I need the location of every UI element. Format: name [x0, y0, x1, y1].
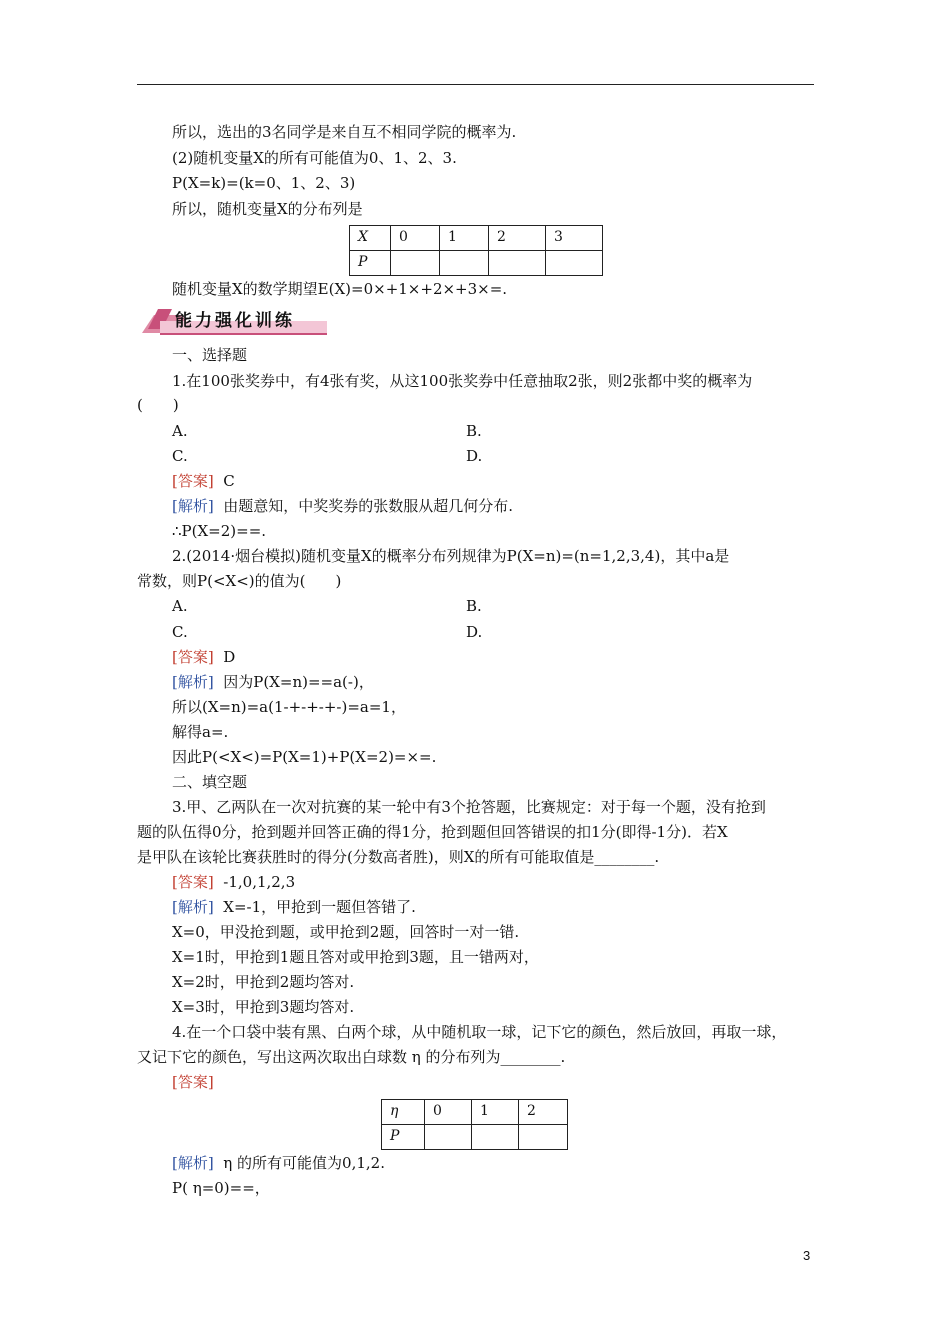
text-line: X=0，甲没抢到题，或甲抢到2题，回答时一对一错.: [172, 923, 520, 941]
question-text: 3.甲、乙两队在一次对抗赛的某一轮中有3个抢答题，比赛规定：对于每一个题，没有抢到: [172, 798, 766, 816]
text-line: X=2时，甲抢到2题均答对.: [172, 973, 355, 991]
table-cell: [489, 251, 546, 276]
distribution-table-x: [349, 225, 603, 276]
explanation-tag: [解析]: [172, 1154, 214, 1172]
table-cell: P: [350, 251, 391, 276]
option-a: A.: [172, 597, 188, 615]
table-cell: 2: [519, 1100, 568, 1125]
question-text: 4.在一个口袋中装有黑、白两个球，从中随机取一球，记下它的颜色，然后放回，再取一球，: [172, 1023, 787, 1041]
table-cell: 0: [425, 1100, 472, 1125]
explanation-tag: [解析]: [172, 898, 214, 916]
question-text: 题的队伍得0分，抢到题并回答正确的得1分，抢到题但回答错误的扣1分(即得-1分)．若X: [137, 823, 728, 841]
table-cell: 3: [546, 226, 603, 251]
table-cell: 1: [440, 226, 489, 251]
explanation-text: 因为P(X=n)==a(-)，: [223, 673, 374, 691]
table-cell: 2: [489, 226, 546, 251]
section-heading: 一、选择题: [172, 346, 248, 364]
answer-text: C: [223, 472, 235, 490]
text-line: 随机变量X的数学期望E(X)=0×+1×+2×+3×=.: [172, 280, 508, 298]
question-text: 1.在100张奖券中，有4张有奖，从这100张奖券中任意抽取2张，则2张都中奖的概率为: [172, 372, 753, 390]
option-d: D.: [466, 623, 483, 641]
table-cell: [391, 251, 440, 276]
explanation-tag: [解析]: [172, 673, 214, 691]
option-a: A.: [172, 422, 188, 440]
answer-tag: [答案]: [172, 648, 214, 666]
answer-text: D: [223, 648, 236, 666]
text-line: (2)随机变量X的所有可能值为0、1、2、3.: [172, 149, 457, 167]
text-line: ∴P(X=2)==.: [172, 522, 267, 540]
option-b: B.: [466, 597, 482, 615]
table-cell: X: [350, 226, 391, 251]
text-line: X=1时，甲抢到1题且答对或甲抢到3题，且一错两对，: [172, 948, 539, 966]
text-line: 因此P(<X<)=P(X=1)+P(X=2)=×=.: [172, 748, 437, 766]
table-cell: [440, 251, 489, 276]
option-d: D.: [466, 447, 483, 465]
table-cell: 0: [391, 226, 440, 251]
question-text: ( ): [137, 396, 179, 414]
header-rule: [137, 84, 814, 85]
answer-tag: [答案]: [172, 1073, 214, 1091]
question-text: 2.(2014·烟台模拟)随机变量X的概率分布列规律为P(X=n)=(n=1,2,3,4)，其中a是: [172, 547, 730, 565]
table-cell: [546, 251, 603, 276]
table-cell: [425, 1125, 472, 1150]
text-line: X=3时，甲抢到3题均答对.: [172, 998, 355, 1016]
section-heading: 二、填空题: [172, 773, 248, 791]
table-cell: η: [382, 1100, 425, 1125]
text-line: P(X=k)=(k=0、1、2、3): [172, 174, 356, 192]
text-line: 所以，随机变量X的分布列是: [172, 200, 363, 218]
page-number: 3: [803, 1248, 811, 1263]
table-cell: 1: [472, 1100, 519, 1125]
option-c: C.: [172, 447, 188, 465]
section-banner-title: 能力强化训练: [175, 311, 295, 331]
answer-tag: [答案]: [172, 873, 214, 891]
text-line: 所以，选出的3名同学是来自互不相同学院的概率为.: [172, 123, 517, 141]
explanation-text: X=-1，甲抢到一题但答错了.: [223, 898, 416, 916]
text-line: P( η=0)==，: [172, 1179, 270, 1197]
table-cell: [519, 1125, 568, 1150]
distribution-table-eta: [381, 1099, 568, 1150]
explanation-tag: [解析]: [172, 497, 214, 515]
text-line: 所以(X=n)=a(1-+-+-+-)=a=1，: [172, 698, 406, 716]
question-text: 又记下它的颜色，写出这两次取出白球数 η 的分布列为________.: [137, 1048, 566, 1066]
option-c: C.: [172, 623, 188, 641]
table-cell: P: [382, 1125, 425, 1150]
explanation-text: η 的所有可能值为0,1,2.: [223, 1154, 385, 1172]
table-cell: [472, 1125, 519, 1150]
answer-tag: [答案]: [172, 472, 214, 490]
answer-text: -1,0,1,2,3: [223, 873, 296, 891]
option-b: B.: [466, 422, 482, 440]
question-text: 是甲队在该轮比赛获胜时的得分(分数高者胜)，则X的所有可能取值是________.: [137, 848, 660, 866]
text-line: 解得a=.: [172, 723, 229, 741]
explanation-text: 由题意知，中奖奖券的张数服从超几何分布.: [223, 497, 514, 515]
question-text: 常数，则P(<X<)的值为( ): [137, 572, 342, 590]
